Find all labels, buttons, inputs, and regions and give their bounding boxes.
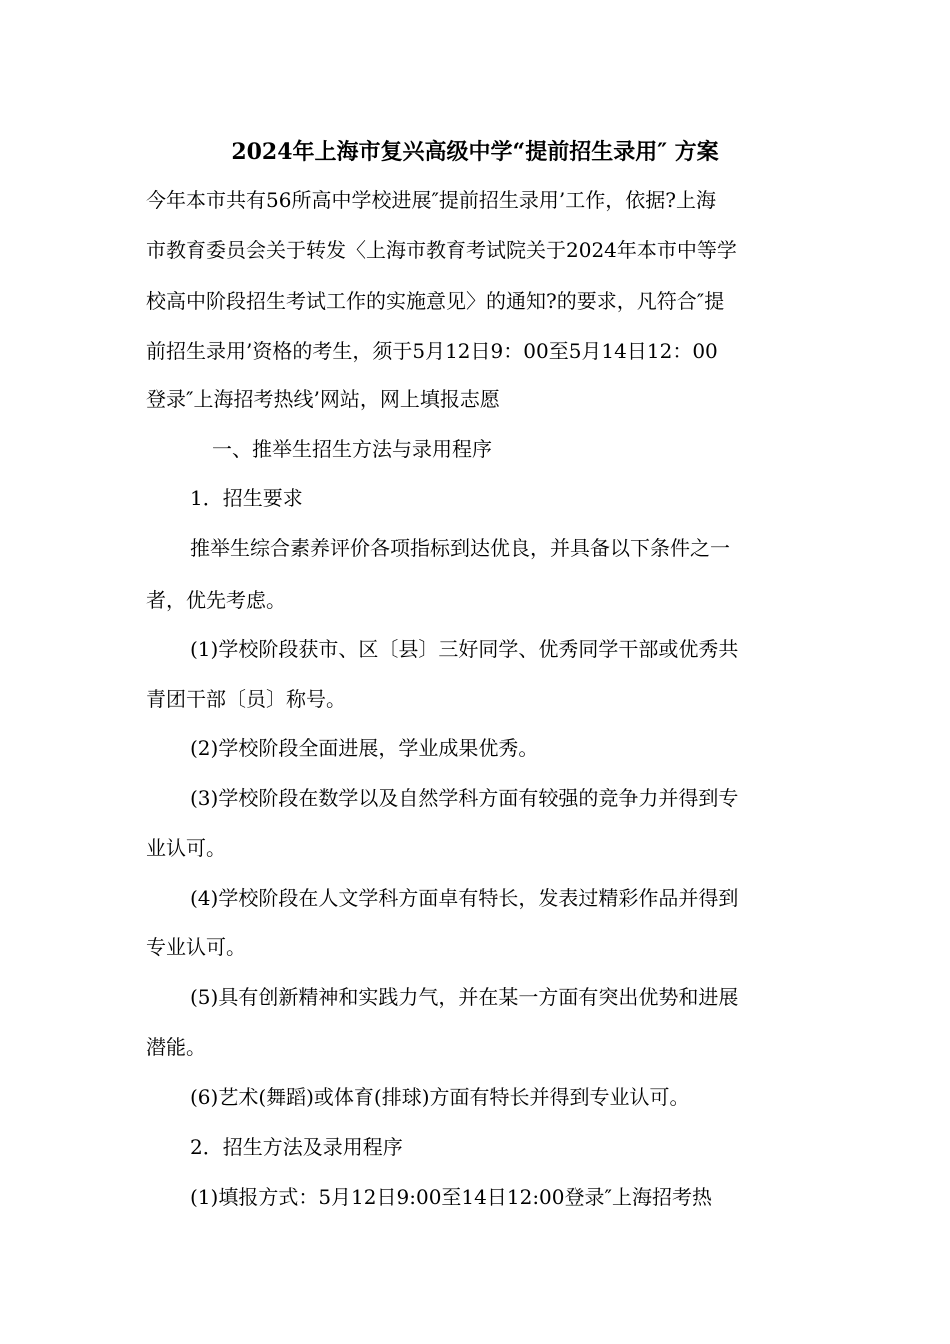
- list-item-line: (6)艺术(舞蹈)或体育(排球)方面有特长并得到专业认可。: [190, 1085, 690, 1109]
- list-item-line: (4)学校阶段在人文学科方面卓有特长，发表过精彩作品并得到: [190, 886, 739, 910]
- section-heading: 一、推举生招生方法与录用程序: [212, 437, 492, 461]
- subsection-heading: 2．招生方法及录用程序: [190, 1135, 403, 1159]
- list-item-line: 潜能。: [146, 1035, 206, 1059]
- list-item-line: (2)学校阶段全面进展，学业成果优秀。: [190, 736, 539, 760]
- paragraph-line: 前招生录用’资格的考生，须于5月12日9：00至5月14日12：00: [146, 339, 718, 363]
- paragraph-line: 者，优先考虑。: [146, 588, 286, 612]
- paragraph-line: 市教育委员会关于转发〈上海市教育考试院关于2024年本市中等学: [146, 238, 737, 262]
- list-item-line: (3)学校阶段在数学以及自然学科方面有较强的竞争力并得到专: [190, 786, 739, 810]
- paragraph-line: 今年本市共有56所高中学校进展″提前招生录用’工作，依据?上海: [146, 188, 716, 212]
- paragraph-line: 推举生综合素养评价各项指标到达优良，并具备以下条件之一: [190, 536, 730, 560]
- document-title: 2024年上海市复兴高级中学“提前招生录用″ 方案: [231, 139, 719, 165]
- paragraph-line: 校高中阶段招生考试工作的实施意见〉的通知?的要求，凡符合″提: [146, 289, 725, 313]
- list-item-line: (1)填报方式：5月12日9:00至14日12:00登录″上海招考热: [190, 1185, 712, 1209]
- list-item-line: (5)具有创新精神和实践力气，并在某一方面有突出优势和进展: [190, 985, 739, 1009]
- list-item-line: (1)学校阶段获市、区〔县〕三好同学、优秀同学干部或优秀共: [190, 637, 739, 661]
- list-item-line: 业认可。: [146, 836, 226, 860]
- subsection-heading: 1．招生要求: [190, 486, 303, 510]
- list-item-line: 青团干部〔员〕称号。: [146, 687, 346, 711]
- list-item-line: 专业认可。: [146, 935, 246, 959]
- paragraph-line: 登录″上海招考热线’网站，网上填报志愿: [146, 387, 500, 411]
